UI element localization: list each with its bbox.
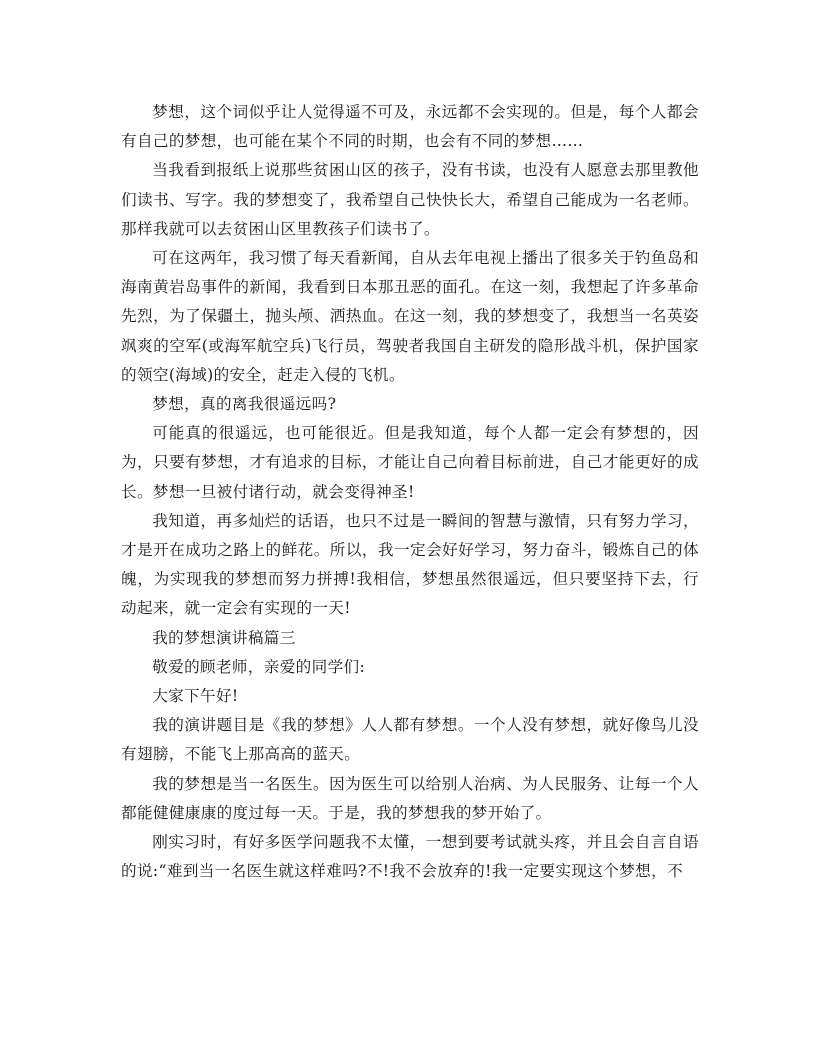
paragraph: 可能真的很遥远，也可能很近。但是我知道，每个人都一定会有梦想的，因为，只要有梦想，才有追求的目标，才能让自己向着目标前进，自己才能更好的成长。梦想一旦被付诸行动，就会变得神圣!	[121, 424, 699, 501]
section-heading: 我的梦想演讲稿篇三	[152, 628, 296, 647]
salutation: 敬爱的顾老师，亲爱的同学们:	[152, 657, 366, 676]
document-body	[121, 98, 699, 886]
paragraph: 刚实习时，有好多医学问题我不太懂，一想到要考试就头疼，并且会自言自语的说:“难到当一名医生就这样难吗?不!我不会放弃的!我一定要实现这个梦想，不	[121, 833, 699, 881]
paragraph: 我知道，再多灿烂的话语，也只不过是一瞬间的智慧与激情，只有努力学习，才是开在成功之路上的鲜花。所以，我一定会好好学习，努力奋斗，锻炼自己的体魄，为实现我的梦想而努力拼搏!我相信，梦想虽然很遥远，但只要坚持下去，行动起来，就一定会有实现的一天!	[121, 511, 699, 618]
greeting: 大家下午好!	[152, 687, 239, 706]
paragraph: 我的演讲题目是《我的梦想》人人都有梦想。一个人没有梦想，就好像鸟儿没有翅膀，不能飞上那高高的蓝天。	[121, 716, 699, 764]
paragraph: 梦想，这个词似乎让人觉得遥不可及，永远都不会实现的。但是，每个人都会有自己的梦想，也可能在某个不同的时期，也会有不同的梦想……	[121, 103, 699, 151]
paragraph: 可在这两年，我习惯了每天看新闻，自从去年电视上播出了很多关于钓鱼岛和海南黄岩岛事件的新闻，我看到日本那丑恶的面孔。在这一刻，我想起了许多革命先烈，为了保疆土，抛头颅、洒热血。在这一刻，我的梦想变了，我想当一名英姿飒爽的空军(或海军航空兵)飞行员，驾驶者我国自主研发的隐形战斗机，保护国家的领空(海域)的安全，赶走入侵的飞机。	[121, 249, 699, 384]
paragraph: 当我看到报纸上说那些贫困山区的孩子，没有书读，也没有人愿意去那里教他们读书、写字。我的梦想变了，我希望自己快快长大，希望自己能成为一名老师。那样我就可以去贫困山区里教孩子们读书了。	[121, 161, 699, 238]
paragraph: 我的梦想是当一名医生。因为医生可以给别人治病、为人民服务、让每一个人都能健健康康的度过每一天。于是，我的梦想我的梦开始了。	[121, 774, 699, 822]
paragraph: 梦想，真的离我很遥远吗?	[152, 395, 337, 414]
